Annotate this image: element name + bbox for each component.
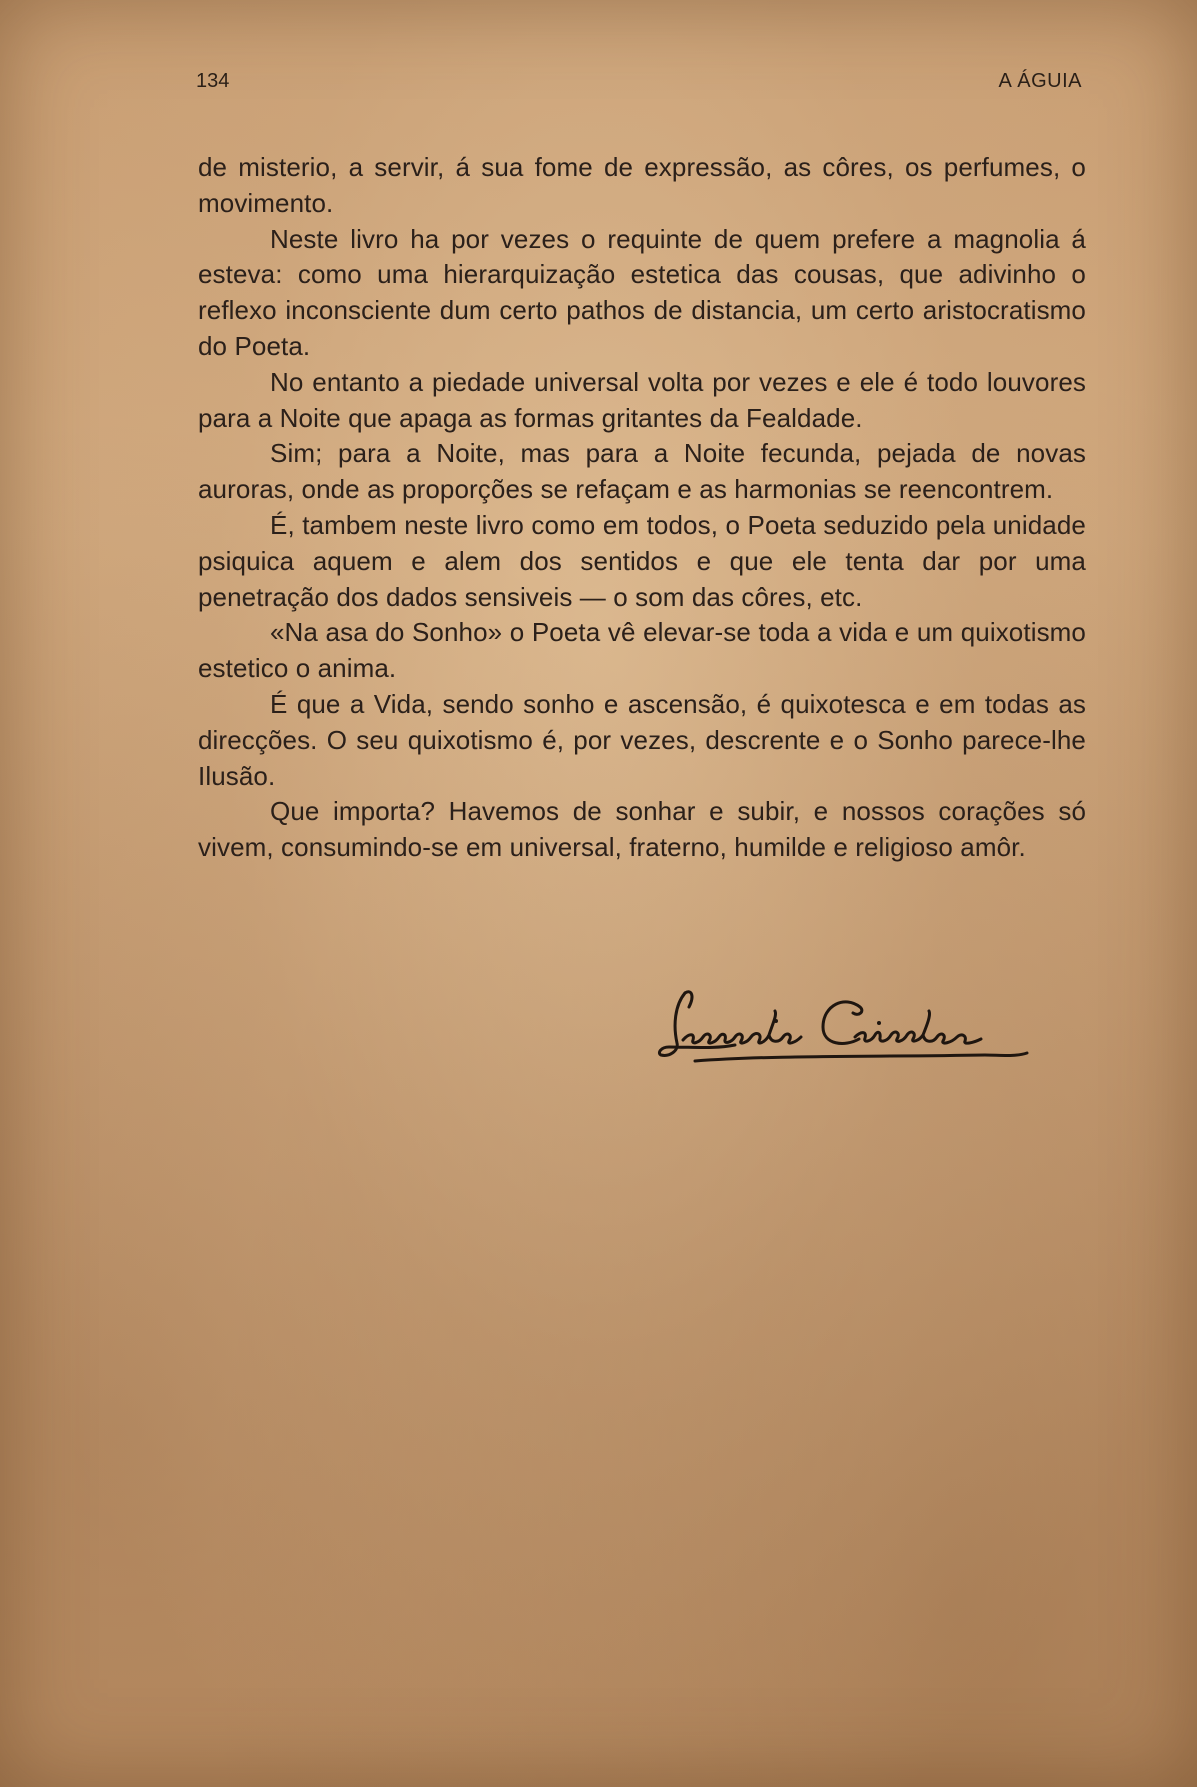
paragraph-2: Neste livro ha por vezes o requinte de quem prefere a magnolia á esteva: como uma hierarquização estetica das cousas, que adivinho o reflexo inconsciente dum certo pathos de distancia, um certo aristocratismo do Poeta. (198, 223, 1086, 361)
handwritten-signature (655, 985, 1055, 1075)
paragraph-5: É, tambem neste livro como em todos, o Poeta seduzido pela unidade psiquica aquem e alem dos sentidos e que ele tenta dar por uma penetração dos dados sensiveis — o som das côres, etc. (198, 509, 1086, 612)
article-body (198, 150, 1086, 866)
paragraph-3: No entanto a piedade universal volta por vezes e ele é todo louvores para a Noite que apaga as formas gritantes da Fealdade. (198, 366, 1086, 433)
running-head: A ÁGUIA (998, 70, 1082, 92)
page-number: 134 (196, 70, 230, 92)
paragraph-1: de misterio, a servir, á sua fome de expressão, as côres, os perfumes, o movimento. (198, 152, 1086, 218)
paragraph-6: «Na asa do Sonho» o Poeta vê elevar-se toda a vida e um quixotismo estetico o anima. (198, 617, 1086, 684)
paragraph-8: Que importa? Havemos de sonhar e subir, e nossos corações só vivem, consumindo-se em universal, fraterno, humilde e religioso amôr. (198, 796, 1086, 863)
paragraph-7: É que a Vida, sendo sonho e ascensão, é quixotesca e em todas as direcções. O seu quixotismo é, por vezes, descrente e o Sonho parece-lhe Ilusão. (198, 688, 1086, 791)
paragraph-4: Sim; para a Noite, mas para a Noite fecunda, pejada de novas auroras, onde as proporções se refaçam e as harmonias se reencontrem. (198, 438, 1086, 505)
page-header (196, 70, 1082, 100)
